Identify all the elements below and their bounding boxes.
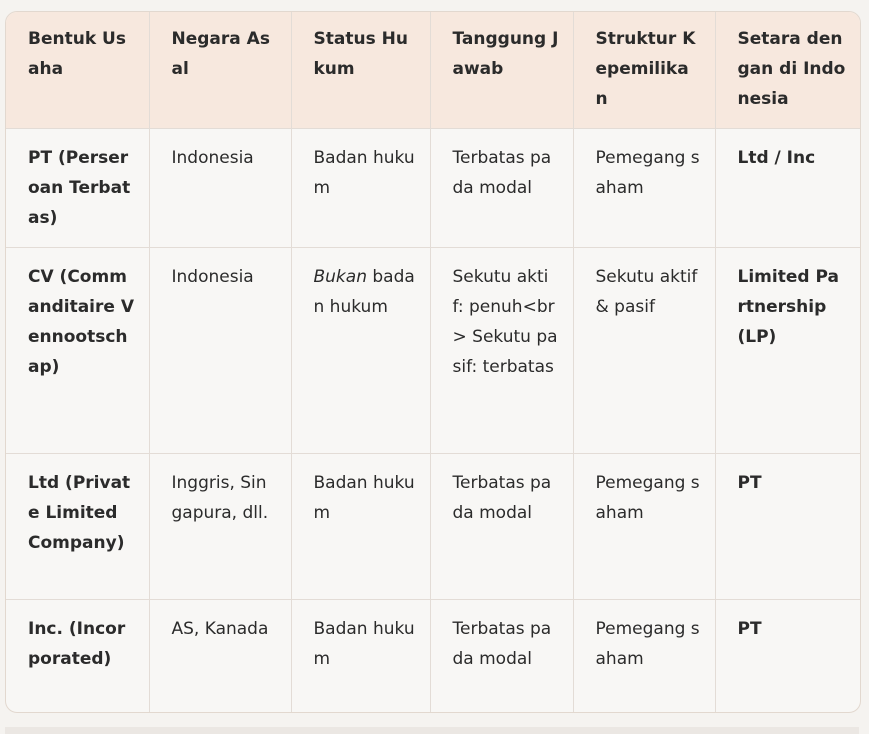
status-italic-text: Bukan bbox=[313, 267, 367, 287]
cell-setara-indonesia: Ltd / Inc bbox=[715, 129, 860, 248]
status-text: badan hukum bbox=[313, 267, 415, 317]
header-status-hukum: Status Hukum bbox=[291, 12, 430, 129]
cell-negara-asal: Indonesia bbox=[149, 248, 291, 454]
cell-struktur-kepemilikan: Pemegang saham bbox=[573, 600, 715, 714]
cell-status-hukum: Badan hukum bbox=[291, 129, 430, 248]
cell-negara-asal: Indonesia bbox=[149, 129, 291, 248]
page-bottom-divider bbox=[5, 727, 859, 734]
cell-status-hukum: Badan hukum bbox=[291, 454, 430, 600]
cell-tanggung-jawab: Terbatas pada modal bbox=[430, 454, 573, 600]
cell-negara-asal: AS, Kanada bbox=[149, 600, 291, 714]
cell-setara-indonesia: PT bbox=[715, 454, 860, 600]
header-setara-indonesia: Setara dengan di Indonesia bbox=[715, 12, 860, 129]
cell-status-hukum: Badan hukum bbox=[291, 600, 430, 714]
cell-setara-indonesia: PT bbox=[737, 619, 762, 639]
cell-struktur-kepemilikan: Pemegang saham bbox=[573, 129, 715, 248]
business-forms-table bbox=[6, 12, 860, 713]
header-tanggung-jawab: Tanggung Jawab bbox=[430, 12, 573, 129]
cell-bentuk-usaha: Inc. (Incorporated) bbox=[6, 600, 149, 714]
cell-struktur-kepemilikan: Pemegang saham bbox=[573, 454, 715, 600]
table-row bbox=[6, 454, 860, 600]
cell-tanggung-jawab: Sekutu aktif: penuh<br> Sekutu pasif: terbatas bbox=[430, 248, 573, 454]
table-header-row bbox=[6, 12, 860, 129]
cell-bentuk-usaha: CV (Commanditaire Vennootschap) bbox=[6, 248, 149, 454]
business-forms-table-container bbox=[5, 11, 861, 713]
cell-tanggung-jawab: Terbatas pada modal bbox=[430, 600, 573, 714]
cell-bentuk-usaha: PT (Perseroan Terbatas) bbox=[6, 129, 149, 248]
table-row bbox=[6, 248, 860, 454]
table-row bbox=[6, 600, 860, 714]
cell-struktur-kepemilikan: Sekutu aktif & pasif bbox=[573, 248, 715, 454]
cell-status-hukum bbox=[291, 248, 430, 454]
header-negara-asal: Negara Asal bbox=[149, 12, 291, 129]
cell-setara-indonesia: Limited Partnership (LP) bbox=[715, 248, 860, 454]
cell-bentuk-usaha: Ltd (Private Limited Company) bbox=[6, 454, 149, 600]
cell-tanggung-jawab: Terbatas pada modal bbox=[430, 129, 573, 248]
header-struktur-kepemilikan: Struktur Kepemilikan bbox=[573, 12, 715, 129]
table-row bbox=[6, 129, 860, 248]
cell-negara-asal: Inggris, Singapura, dll. bbox=[149, 454, 291, 600]
header-bentuk-usaha: Bentuk Usaha bbox=[6, 12, 149, 129]
